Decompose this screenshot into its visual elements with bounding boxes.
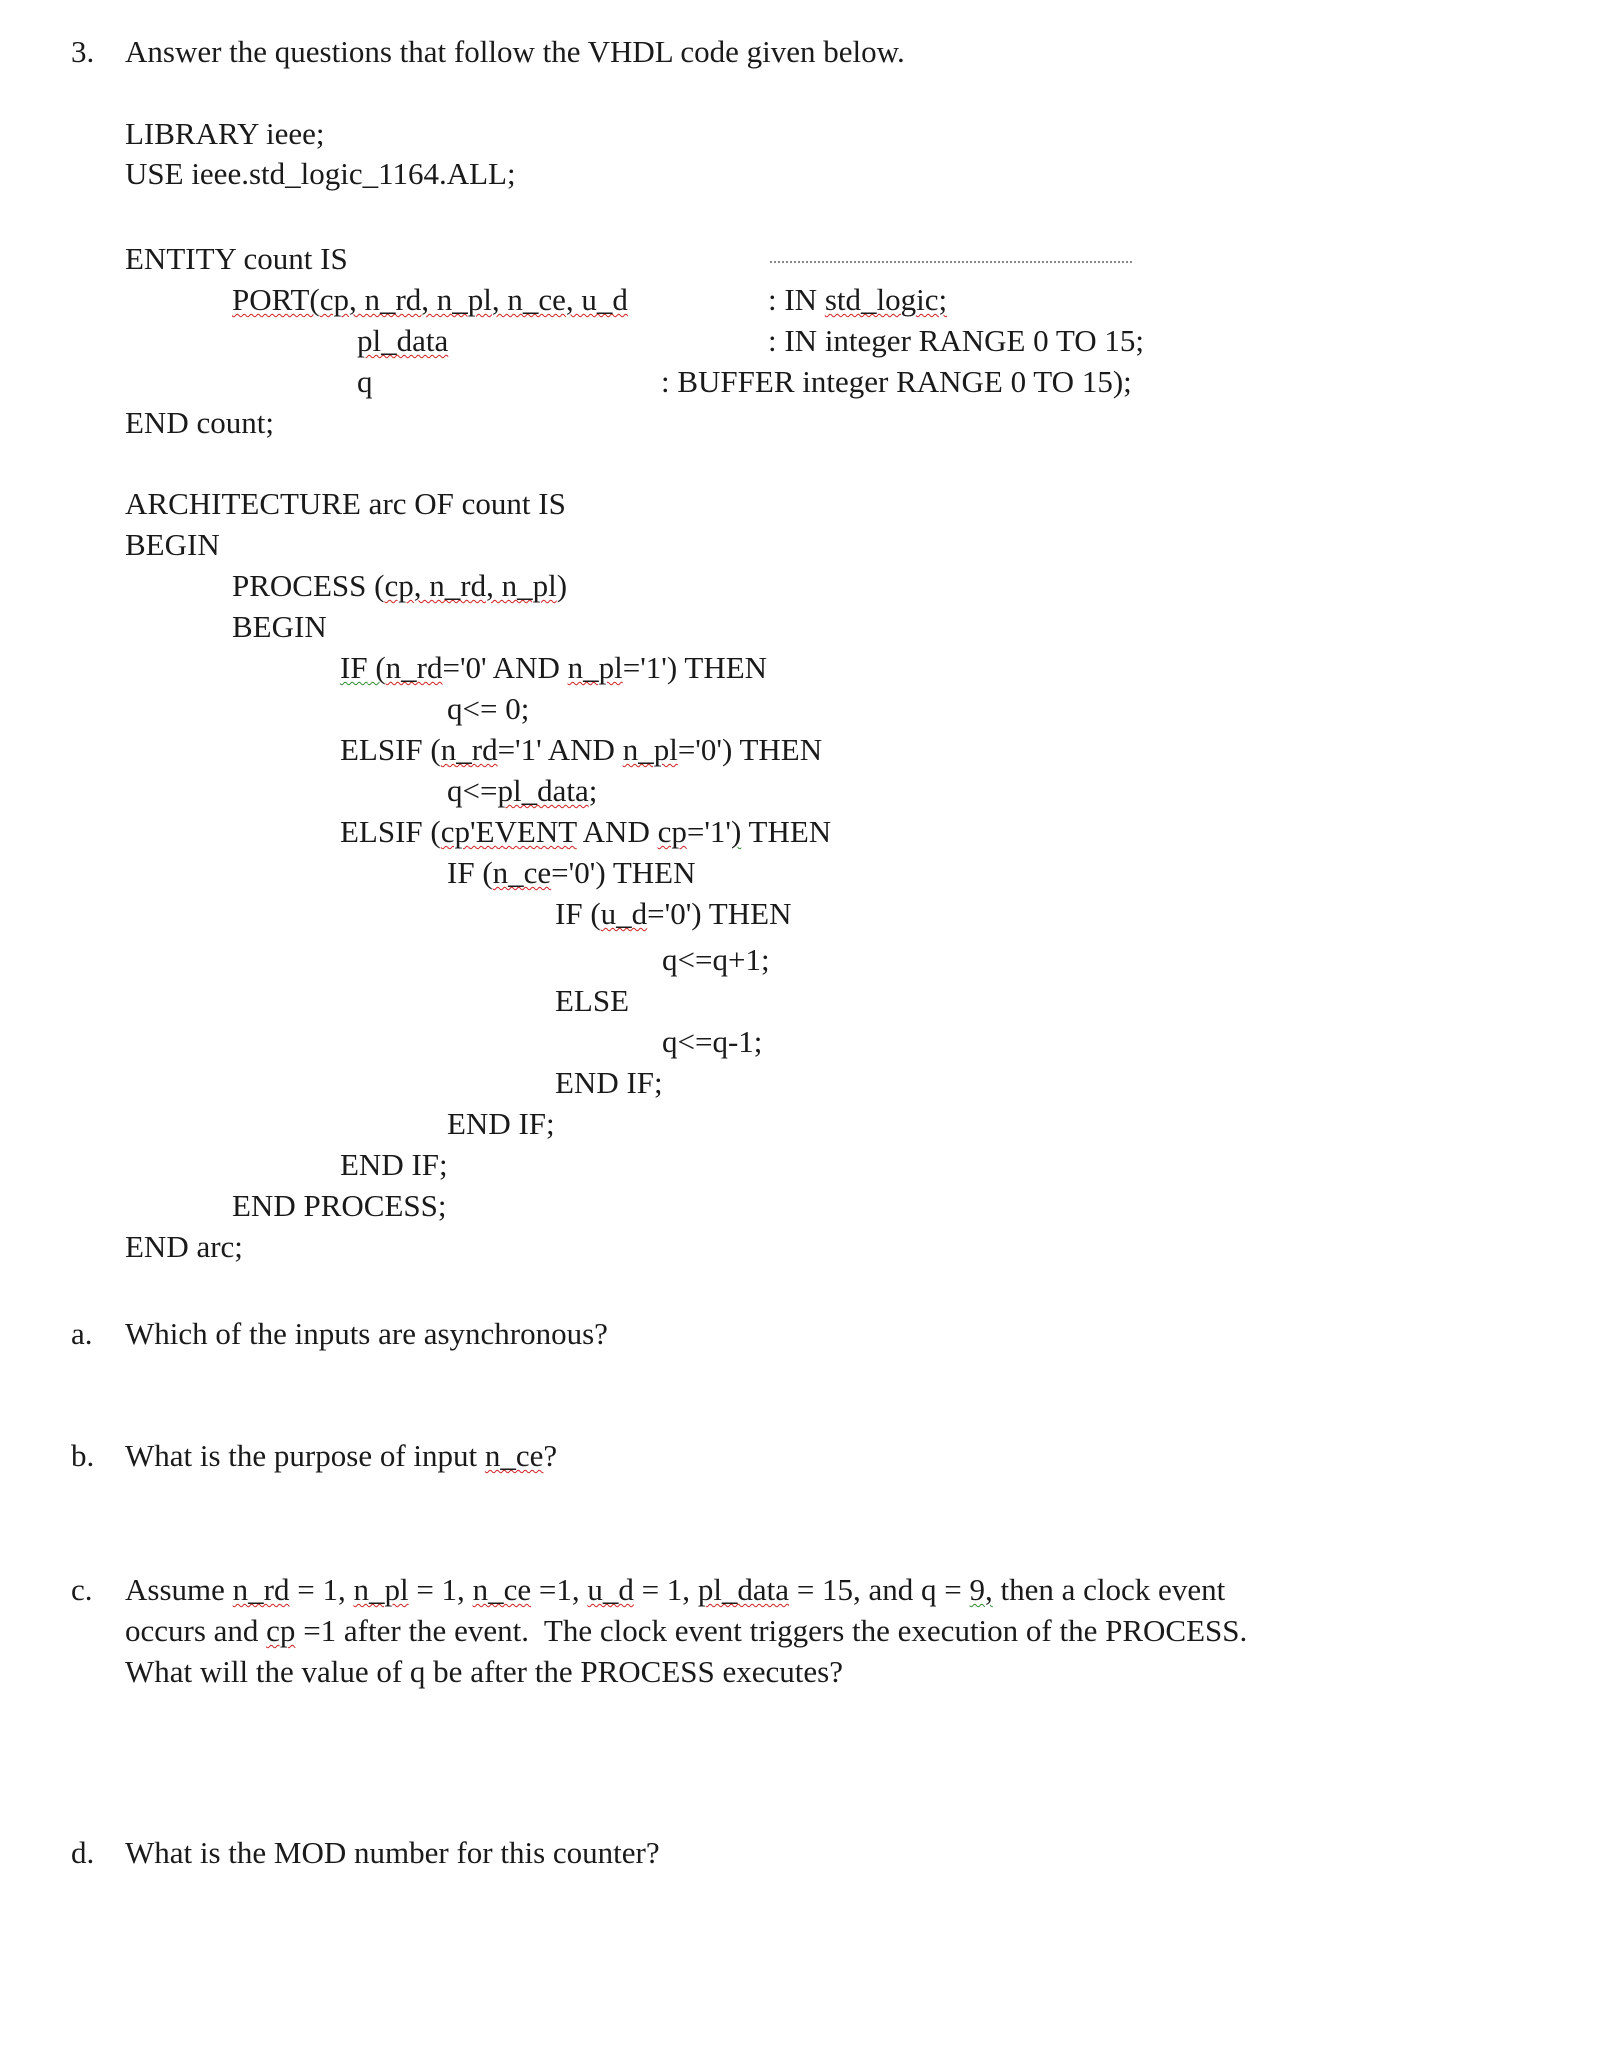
code-port-line [232,282,628,318]
code-port-type-3: : BUFFER integer RANGE 0 TO 15); [661,364,1132,399]
if1-mid: ='0' AND [442,650,568,685]
elsif2-then: THEN [741,814,832,849]
code-end-entity: END count; [125,405,274,440]
code-process [232,568,567,604]
c1-n-ce: n_ce [472,1572,532,1607]
code-end-arc: END arc; [125,1229,243,1264]
port-names: cp, n_rd, n_pl, n_ce, u_d [319,282,628,317]
c1-d: =1, [531,1572,588,1607]
if2-end: ='0') THEN [551,855,696,890]
elsif1-n-rd: n_rd [440,732,498,767]
c1-g: then a clock event [992,1572,1226,1607]
port-type-1-a: : IN [768,282,825,317]
if1-kw: IF [340,650,368,685]
code-end-if-3: END IF; [555,1065,663,1100]
code-elsif-1 [340,732,822,768]
code-end-if-1: END IF; [340,1147,448,1182]
code-q-decrement: q<=q-1; [662,1024,763,1059]
part-d-text: What is the MOD number for this counter? [125,1835,660,1870]
code-use: USE ieee.std_logic_1164.ALL; [125,156,516,191]
code-q: q [357,364,373,399]
c2-cp: cp [266,1613,296,1648]
if2-n-ce: n_ce [492,855,552,890]
if2-kw: IF ( [447,855,493,890]
if1-n-pl: n_pl [567,650,623,685]
code-library: LIBRARY ieee; [125,116,325,151]
code-if-2 [447,855,696,891]
part-b-q: ? [543,1438,558,1473]
process-close: ) [556,568,568,603]
question-number: 3. [71,34,95,69]
part-c-label: c. [71,1572,93,1607]
q-load-a: q<= [447,773,498,808]
elsif1-mid: ='1' AND [497,732,623,767]
elsif1-kw: ELSIF ( [340,732,441,767]
code-if-1 [340,650,767,686]
code-begin-2: BEGIN [232,609,327,644]
port-keyword: PORT( [232,282,320,317]
pl-data-name: pl_data [357,323,449,358]
if1-open: ( [367,650,386,685]
part-c-line-1 [125,1572,1225,1608]
code-end-if-2: END IF; [447,1106,555,1141]
elsif2-cp-event: cp'EVENT [440,814,577,849]
code-port-type-2: : IN integer RANGE 0 TO 15; [768,323,1144,358]
code-end-process: END PROCESS; [232,1188,447,1223]
elsif2-paren: ) [731,814,742,849]
c1-a: Assume [125,1572,233,1607]
elsif1-n-pl: n_pl [622,732,678,767]
if3-kw: IF ( [555,896,601,931]
c1-n-pl: n_pl [353,1572,409,1607]
elsif1-end: ='0') THEN [677,732,823,767]
c1-f: = 15, and q = [789,1572,970,1607]
code-q-reset: q<= 0; [447,691,530,726]
code-elsif-2 [340,814,831,850]
code-entity: ENTITY count IS [125,241,348,276]
part-b-n-ce: n_ce [484,1438,544,1473]
elsif2-and: AND [576,814,658,849]
c2-b: =1 after the event. The clock event triggers the execution of the PROCESS. [295,1613,1248,1648]
part-a-text: Which of the inputs are asynchronous? [125,1316,608,1351]
c2-a: occurs and [125,1613,267,1648]
if3-u-d: u_d [600,896,648,931]
c1-c: = 1, [408,1572,473,1607]
c1-pl-data: pl_data [697,1572,790,1607]
part-b-a: What is the purpose of input [125,1438,485,1473]
c1-e: = 1, [633,1572,698,1607]
c1-nine: 9, [969,1572,993,1607]
q-load-pl-data: pl_data [497,773,589,808]
code-q-increment: q<=q+1; [662,942,770,977]
part-d-label: d. [71,1835,95,1870]
q-load-c: ; [588,773,598,808]
port-type-1-b: std_logic; [824,282,948,317]
process-sensitivity: cp, n_rd, n_pl [384,568,557,603]
code-begin-1: BEGIN [125,527,220,562]
part-b-text [125,1438,557,1474]
code-q-load [447,773,597,809]
code-else: ELSE [555,983,630,1018]
c1-u-d: u_d [587,1572,634,1607]
code-port-type-1 [768,282,947,318]
if1-n-rd: n_rd [385,650,443,685]
code-if-3 [555,896,791,932]
question-intro: Answer the questions that follow the VHDL code given below. [125,34,905,69]
part-b-label: b. [71,1438,95,1473]
if1-end: ='1') THEN [622,650,768,685]
elsif2-cp: cp [657,814,687,849]
c1-b: = 1, [289,1572,354,1607]
elsif2-eq: ='1' [686,814,731,849]
code-architecture: ARCHITECTURE arc OF count IS [125,486,566,521]
c1-n-rd: n_rd [232,1572,290,1607]
elsif2-kw: ELSIF ( [340,814,441,849]
if3-end: ='0') THEN [647,896,792,931]
process-kw: PROCESS ( [232,568,385,603]
dotted-divider [770,261,1132,263]
part-c-line-2 [125,1613,1247,1649]
part-c-line-3: What will the value of q be after the PROCESS executes? [125,1654,843,1689]
part-a-label: a. [71,1316,93,1351]
code-pl-data [357,323,448,359]
